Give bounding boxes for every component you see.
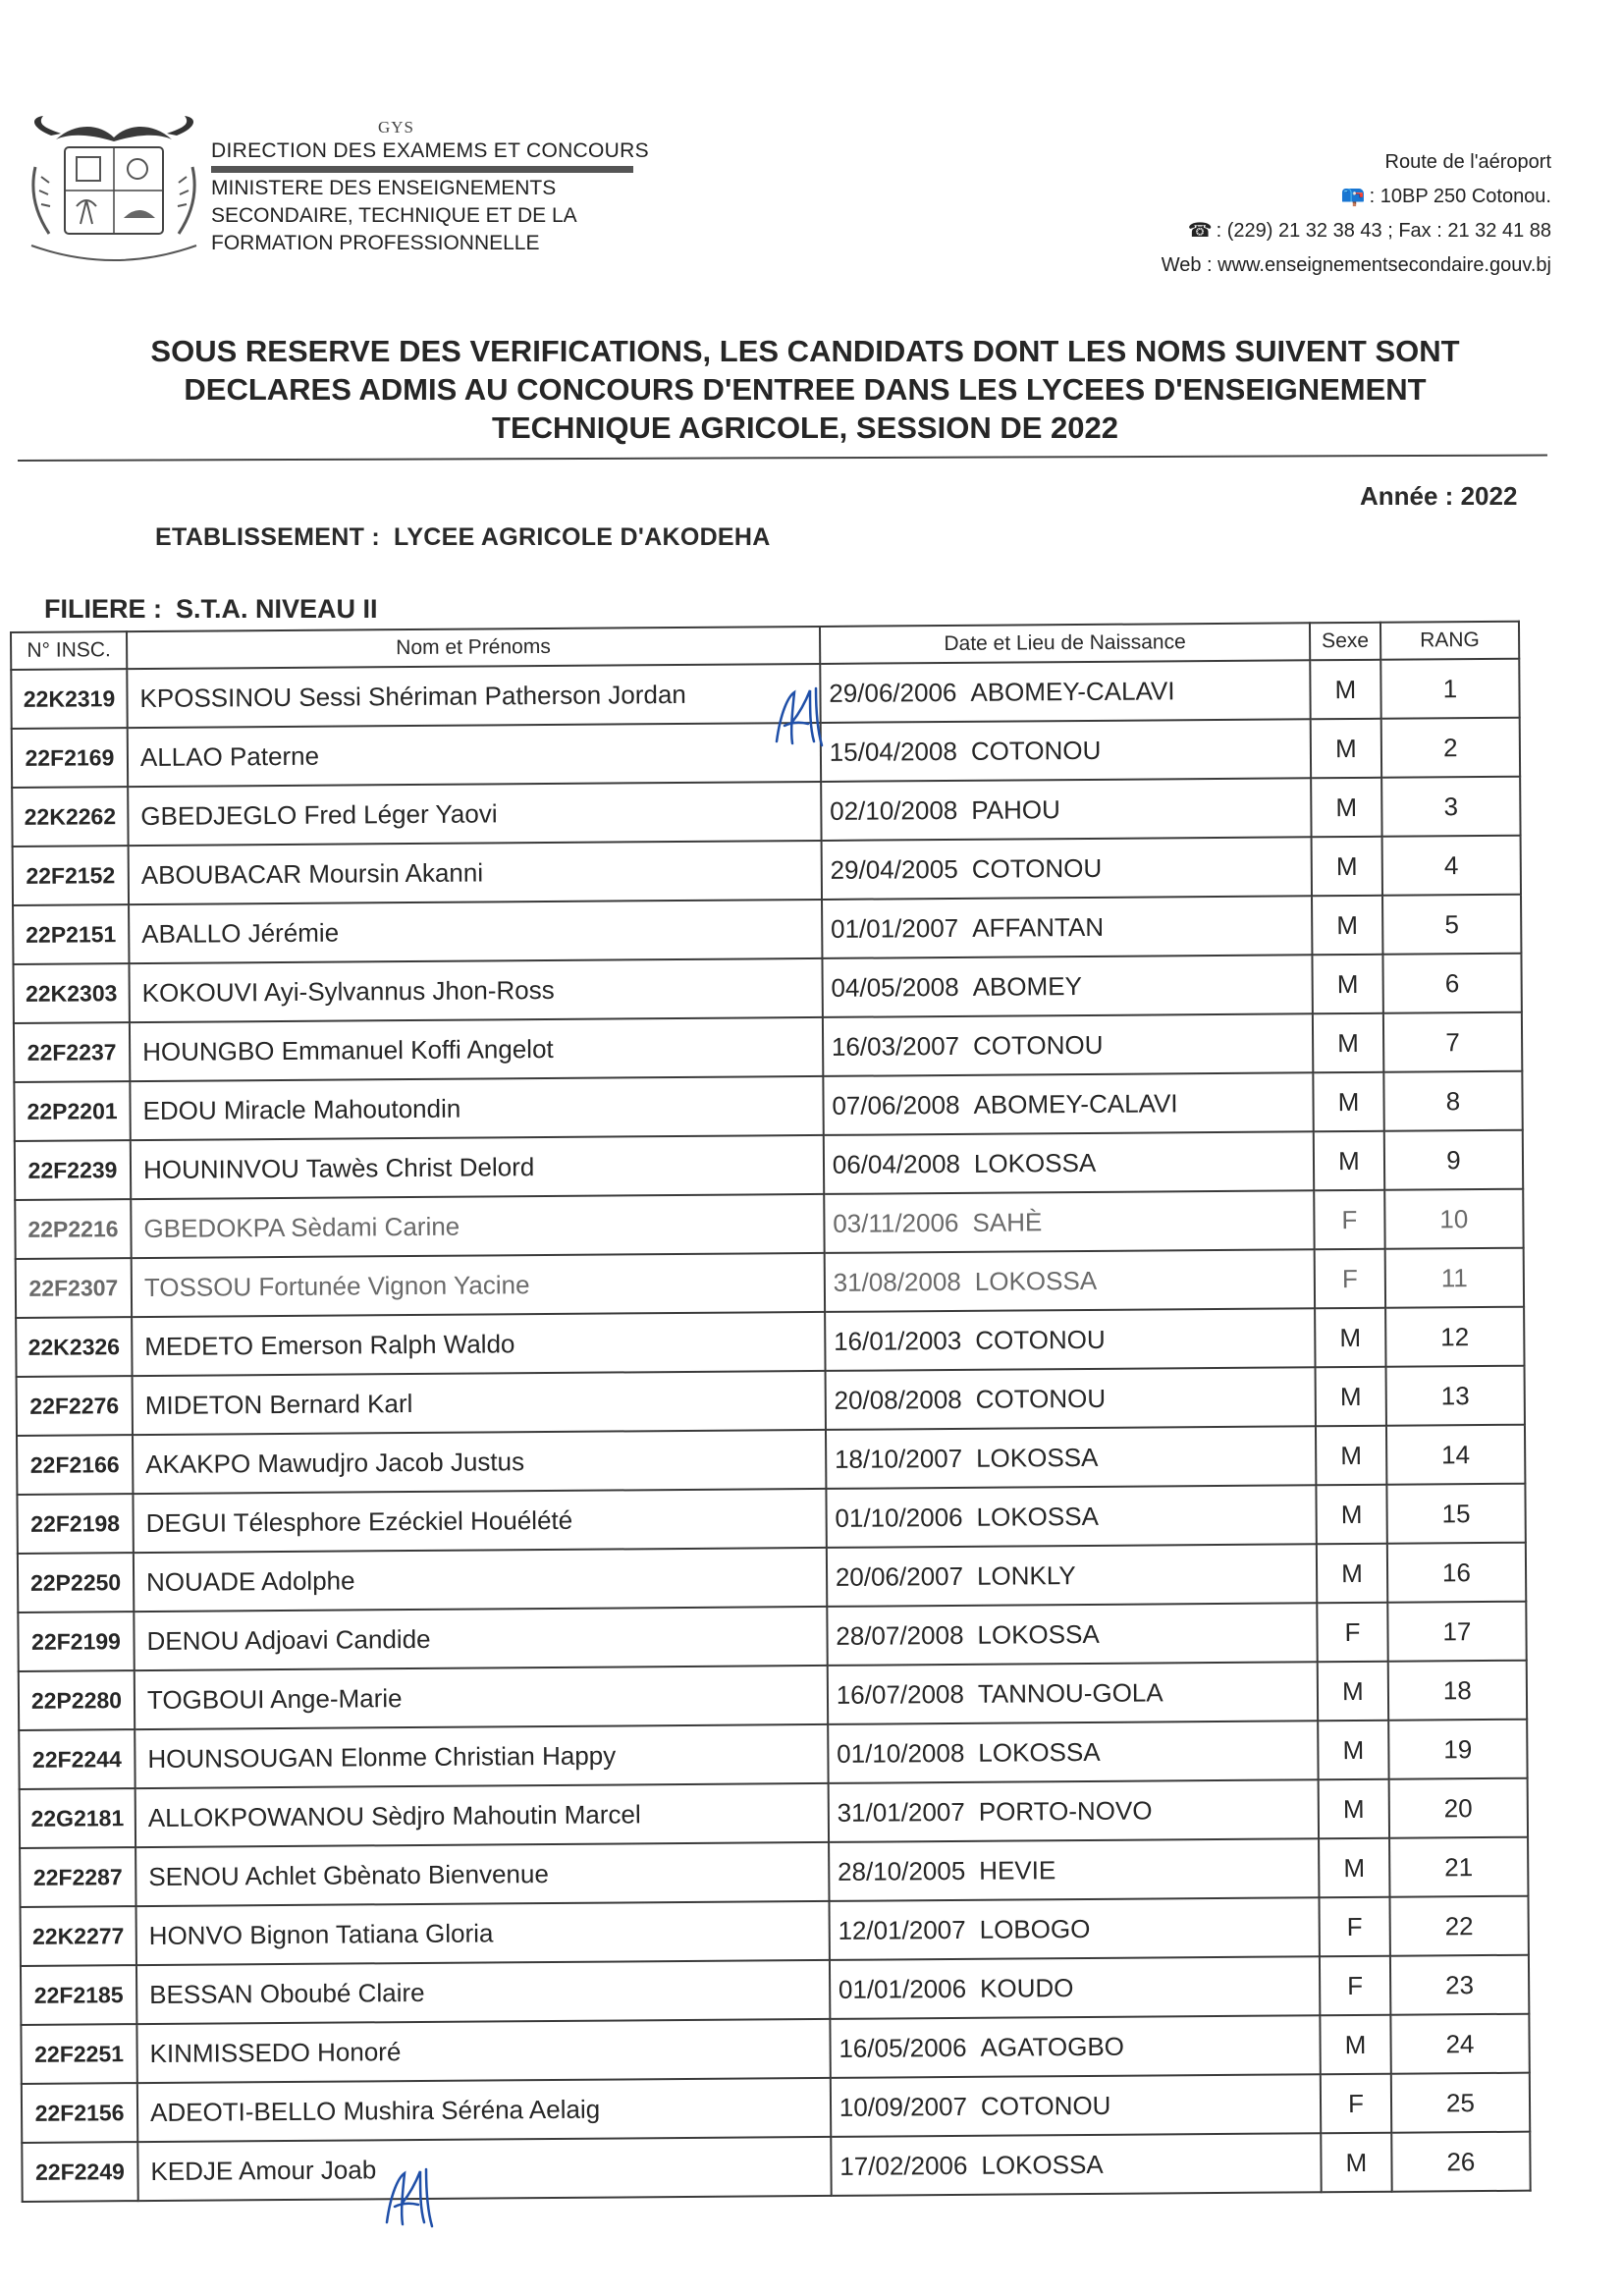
birth-place: LOKOSSA xyxy=(978,1736,1101,1768)
birth-date-place xyxy=(821,837,1312,900)
birth-date: 20/06/2007 xyxy=(835,1560,964,1592)
table-row xyxy=(22,2132,1530,2202)
results-table xyxy=(10,621,1532,2203)
header-rule xyxy=(18,455,1547,462)
coat-of-arms-seal xyxy=(22,108,206,270)
birth-date-place xyxy=(829,1897,1320,1960)
birth-date: 12/01/2007 xyxy=(838,1914,966,1945)
birth-date: 01/10/2008 xyxy=(837,1737,965,1769)
birth-date: 16/01/2003 xyxy=(834,1325,962,1356)
birth-date-place xyxy=(828,1662,1319,1724)
candidate-name: HOUNSOUGAN Elonme Christian Happy xyxy=(135,1724,828,1788)
rank-cell: 9 xyxy=(1384,1130,1524,1190)
birth-date-place xyxy=(827,1544,1318,1607)
registration-number: 22F2185 xyxy=(21,1965,136,2025)
birth-date: 28/07/2008 xyxy=(836,1619,964,1651)
stamp-initials: GYS xyxy=(378,118,415,137)
birth-date-place xyxy=(830,1956,1321,2019)
table-row xyxy=(16,1248,1524,1318)
birth-place: ABOMEY xyxy=(972,970,1082,1002)
candidate-name: BESSAN Oboubé Claire xyxy=(136,1960,830,2024)
rank-cell: 1 xyxy=(1380,659,1520,719)
registration-number: 22P2151 xyxy=(13,904,129,964)
table-row xyxy=(17,1484,1525,1554)
birth-date: 31/01/2007 xyxy=(837,1796,965,1828)
candidate-name: ALLOKPOWANOU Sèdjro Mahoutin Marcel xyxy=(135,1783,829,1847)
birth-place: KOUDO xyxy=(979,1972,1074,2003)
establishment-line xyxy=(155,523,771,552)
registration-number: 22K2326 xyxy=(16,1317,132,1377)
rank-cell: 8 xyxy=(1383,1071,1523,1131)
sex-cell: M xyxy=(1311,778,1381,838)
table-row xyxy=(19,1661,1527,1730)
sex-cell: M xyxy=(1313,1072,1383,1132)
track-line xyxy=(44,594,378,625)
registration-number: 22G2181 xyxy=(20,1788,135,1848)
col-header-sex: Sexe xyxy=(1310,623,1380,661)
birth-place: TANNOU-GOLA xyxy=(977,1676,1163,1709)
ministry-block xyxy=(211,137,673,257)
ministry-name-line-3: FORMATION PROFESSIONNELLE xyxy=(211,232,540,254)
col-header-name: Nom et Prénoms xyxy=(127,627,820,669)
announcement-line-1: SOUS RESERVE DES VERIFICATIONS, LES CANDIDATS DONT LES NOMS SUIVENT SONT xyxy=(150,334,1460,368)
candidate-name: GBEDOKPA Sèdami Carine xyxy=(131,1194,824,1258)
sex-cell: M xyxy=(1316,1367,1386,1427)
birth-date-place xyxy=(825,1308,1316,1371)
candidate-name: HOUNINVOU Tawès Christ Delord xyxy=(131,1135,824,1199)
table-row xyxy=(12,777,1520,847)
table-body xyxy=(11,659,1530,2202)
candidate-name: HONVO Bignon Tatiana Gloria xyxy=(136,1901,830,1965)
registration-number: 22F2156 xyxy=(22,2083,137,2143)
candidate-name: DENOU Adjoavi Candide xyxy=(134,1607,827,1670)
rank-cell: 5 xyxy=(1382,895,1522,955)
birth-date-place xyxy=(827,1603,1318,1666)
table-row xyxy=(16,1307,1524,1377)
registration-number: 22F2287 xyxy=(20,1847,135,1907)
registration-number: 22F2152 xyxy=(13,846,129,905)
candidate-name: KINMISSEDO Honoré xyxy=(136,2019,830,2083)
candidate-name: ABALLO Jérémie xyxy=(129,900,822,963)
announcement-title xyxy=(69,332,1542,447)
birth-date-place xyxy=(824,1249,1315,1312)
sex-cell: M xyxy=(1318,1721,1388,1780)
birth-place: PAHOU xyxy=(971,793,1060,825)
table-row xyxy=(20,1837,1528,1907)
registration-number: 22F2276 xyxy=(17,1376,133,1436)
birth-place: ABOMEY-CALAVI xyxy=(970,675,1175,707)
birth-date: 16/05/2006 xyxy=(839,2032,967,2063)
registration-number: 22F2199 xyxy=(18,1612,134,1671)
candidate-name: TOGBOUI Ange-Marie xyxy=(135,1666,828,1729)
birth-date: 16/03/2007 xyxy=(831,1030,960,1062)
birth-place: LOKOSSA xyxy=(976,1442,1099,1473)
rank-cell: 24 xyxy=(1390,2014,1530,2074)
website: Web : www.enseignementsecondaire.gouv.bj xyxy=(1161,254,1551,276)
birth-place: HEVIE xyxy=(979,1854,1056,1886)
birth-date: 20/08/2008 xyxy=(834,1384,962,1415)
col-header-birth: Date et Lieu de Naissance xyxy=(820,623,1311,664)
col-header-registration: N° INSC. xyxy=(11,631,127,670)
track-value: S.T.A. NIVEAU II xyxy=(176,594,378,624)
birth-date-place xyxy=(831,2074,1322,2137)
birth-date-place xyxy=(821,778,1312,841)
registration-number: 22P2201 xyxy=(14,1081,130,1141)
table-row xyxy=(21,1896,1529,1966)
sex-cell: M xyxy=(1313,1013,1383,1073)
birth-date-place xyxy=(821,719,1312,782)
sex-cell: M xyxy=(1317,1544,1387,1604)
candidate-name: GBEDJEGLO Fred Léger Yaovi xyxy=(128,782,821,846)
birth-place: COTONOU xyxy=(972,1029,1104,1061)
table-row xyxy=(19,1720,1527,1789)
birth-date: 16/07/2008 xyxy=(836,1678,965,1710)
ministry-name-line-2: SECONDAIRE, TECHNIQUE ET DE LA xyxy=(211,204,577,227)
candidate-name: MEDETO Emerson Ralph Waldo xyxy=(132,1312,825,1376)
candidate-name: NOUADE Adolphe xyxy=(134,1548,827,1612)
birth-date-place xyxy=(828,1779,1319,1842)
birth-date: 06/04/2008 xyxy=(832,1148,961,1179)
sex-cell: M xyxy=(1315,1308,1385,1368)
table-row xyxy=(17,1425,1525,1495)
birth-place: LOKOSSA xyxy=(974,1265,1098,1296)
sex-cell: M xyxy=(1319,1838,1389,1898)
rank-cell: 26 xyxy=(1391,2132,1531,2192)
ministry-divider xyxy=(211,166,633,173)
sex-cell: F xyxy=(1317,1603,1387,1663)
registration-number: 22F2249 xyxy=(22,2142,137,2202)
registration-number: 22F2198 xyxy=(17,1494,133,1554)
rank-cell: 20 xyxy=(1388,1778,1528,1838)
birth-date: 18/10/2007 xyxy=(834,1443,963,1474)
birth-place: LOKOSSA xyxy=(981,2149,1104,2180)
birth-date: 10/09/2007 xyxy=(839,2091,968,2122)
rank-cell: 14 xyxy=(1386,1425,1526,1485)
establishment-value: LYCEE AGRICOLE D'AKODEHA xyxy=(394,523,771,551)
birth-place: SAHÈ xyxy=(972,1206,1043,1237)
table-row xyxy=(18,1602,1526,1671)
birth-place: AFFANTAN xyxy=(972,911,1105,943)
table-row xyxy=(15,1130,1523,1200)
phone-fax: : (229) 21 32 38 43 ; Fax : 21 32 41 88 xyxy=(1216,220,1551,242)
birth-date-place xyxy=(829,1838,1320,1901)
rank-cell: 16 xyxy=(1387,1543,1527,1603)
sex-cell: F xyxy=(1320,1897,1390,1957)
candidate-name: ABOUBACAR Moursin Akanni xyxy=(129,841,822,904)
candidate-name: KEDJE Amour Joab xyxy=(137,2137,831,2201)
registration-number: 22F2166 xyxy=(17,1435,133,1495)
rank-cell: 2 xyxy=(1380,718,1520,778)
rank-cell: 17 xyxy=(1387,1602,1527,1662)
birth-place: LONKLY xyxy=(976,1559,1076,1591)
col-header-rank: RANG xyxy=(1380,622,1519,660)
birth-place: ABOMEY-CALAVI xyxy=(973,1087,1178,1120)
sex-cell: M xyxy=(1321,2133,1391,2193)
registration-number: 22F2244 xyxy=(19,1729,135,1789)
birth-date-place xyxy=(831,2133,1322,2196)
birth-date-place xyxy=(826,1485,1317,1548)
table-row xyxy=(22,2073,1530,2143)
rank-cell: 15 xyxy=(1386,1484,1526,1544)
rank-cell: 25 xyxy=(1391,2073,1531,2133)
birth-date: 02/10/2008 xyxy=(830,794,958,826)
candidate-name: TOSSOU Fortunée Vignon Yacine xyxy=(132,1253,825,1317)
birth-date-place xyxy=(826,1426,1317,1489)
table-row xyxy=(18,1543,1526,1613)
registration-number: 22K2262 xyxy=(12,787,128,847)
table-row xyxy=(20,1778,1528,1848)
registration-number: 22P2216 xyxy=(15,1199,131,1259)
birth-date: 17/02/2006 xyxy=(839,2150,968,2181)
birth-date: 15/04/2008 xyxy=(829,736,957,767)
birth-place: AGATOGBO xyxy=(980,2031,1125,2062)
birth-place: COTONOU xyxy=(970,735,1102,766)
direction-name: DIRECTION DES EXAMEMS ET CONCOURS xyxy=(211,139,649,162)
rank-cell: 21 xyxy=(1389,1837,1529,1897)
handwritten-initials-mark xyxy=(381,2163,440,2232)
rank-cell: 12 xyxy=(1385,1307,1525,1367)
rank-cell: 4 xyxy=(1381,836,1521,896)
sex-cell: F xyxy=(1314,1190,1384,1250)
sex-cell: M xyxy=(1321,2015,1391,2075)
table-row xyxy=(13,954,1521,1023)
birth-place: PORTO-NOVO xyxy=(978,1795,1153,1827)
birth-date: 28/10/2005 xyxy=(837,1855,966,1886)
registration-number: 22P2250 xyxy=(18,1553,134,1613)
birth-date-place xyxy=(825,1367,1316,1430)
birth-date: 29/04/2005 xyxy=(830,853,958,885)
address: Route de l'aéroport xyxy=(1384,151,1551,173)
birth-date: 31/08/2008 xyxy=(833,1266,961,1297)
mailbox-icon: 📪 xyxy=(1340,186,1366,207)
registration-number: 22F2307 xyxy=(16,1258,132,1318)
contact-block xyxy=(1162,145,1551,283)
birth-place: COTONOU xyxy=(975,1383,1107,1414)
sex-cell: M xyxy=(1311,719,1381,779)
sex-cell: M xyxy=(1312,837,1382,897)
birth-date: 29/06/2006 xyxy=(829,677,957,708)
sex-cell: M xyxy=(1310,660,1380,720)
table-row xyxy=(21,2014,1529,2084)
candidate-name: ADEOTI-BELLO Mushira Séréna Aelaig xyxy=(137,2078,831,2142)
birth-date: 04/05/2008 xyxy=(831,971,959,1003)
year-label: Année : 2022 xyxy=(1360,481,1518,511)
table-row xyxy=(15,1189,1523,1259)
ministry-name: MINISTERE DES ENSEIGNEMENTS xyxy=(211,177,557,199)
rank-cell: 3 xyxy=(1381,777,1521,837)
rank-cell: 6 xyxy=(1382,954,1522,1013)
birth-place: LOKOSSA xyxy=(976,1501,1099,1532)
sex-cell: M xyxy=(1316,1426,1386,1486)
candidate-name: KPOSSINOU Sessi Shériman Patherson Jordan xyxy=(127,664,820,728)
registration-number: 22K2303 xyxy=(13,963,129,1023)
announcement-line-2: DECLARES ADMIS AU CONCOURS D'ENTREE DANS LES LYCEES D'ENSEIGNEMENT xyxy=(184,372,1427,407)
candidate-name: SENOU Achlet Gbènato Bienvenue xyxy=(135,1842,829,1906)
candidate-name: DEGUI Télesphore Ezéckiel Houélété xyxy=(133,1489,826,1553)
rank-cell: 23 xyxy=(1390,1955,1530,2015)
candidate-name: KOKOUVI Ayi-Sylvannus Jhon-Ross xyxy=(129,958,822,1022)
candidate-name: HOUNGBO Emmanuel Koffi Angelot xyxy=(130,1017,823,1081)
establishment-label: ETABLISSEMENT : xyxy=(155,523,381,551)
candidate-name: MIDETON Bernard Karl xyxy=(133,1371,826,1435)
table-row xyxy=(14,1012,1522,1082)
sex-cell: M xyxy=(1317,1485,1387,1545)
sex-cell: M xyxy=(1312,896,1382,956)
birth-date-place xyxy=(822,896,1313,958)
rank-cell: 13 xyxy=(1385,1366,1525,1426)
table-row xyxy=(14,1071,1522,1141)
rank-cell: 11 xyxy=(1384,1248,1524,1308)
registration-number: 22F2251 xyxy=(21,2024,136,2084)
registration-number: 22K2319 xyxy=(11,669,127,729)
birth-date-place xyxy=(828,1721,1319,1783)
birth-place: COTONOU xyxy=(980,2090,1111,2121)
sex-cell: F xyxy=(1320,1956,1390,2016)
table-row xyxy=(13,895,1521,964)
announcement-line-3: TECHNIQUE AGRICOLE, SESSION DE 2022 xyxy=(492,410,1118,445)
registration-number: 22K2277 xyxy=(21,1906,136,1966)
track-label: FILIERE : xyxy=(44,594,162,624)
birth-date-place xyxy=(820,660,1311,723)
registration-number: 22F2237 xyxy=(14,1022,130,1082)
table-row xyxy=(17,1366,1525,1436)
table-row xyxy=(11,659,1519,729)
birth-place: COTONOU xyxy=(971,852,1103,884)
rank-cell: 7 xyxy=(1383,1012,1523,1072)
birth-date: 01/01/2006 xyxy=(838,1973,967,2004)
birth-date: 03/11/2006 xyxy=(833,1207,959,1238)
table-row xyxy=(12,718,1520,788)
rank-cell: 22 xyxy=(1389,1896,1529,1956)
birth-date: 07/06/2008 xyxy=(832,1089,960,1121)
sex-cell: M xyxy=(1314,1131,1384,1191)
table-row xyxy=(21,1955,1529,2025)
table-row xyxy=(13,836,1521,905)
birth-place: LOKOSSA xyxy=(977,1618,1100,1650)
birth-date-place xyxy=(822,955,1313,1017)
birth-date-place xyxy=(830,2015,1321,2078)
sex-cell: M xyxy=(1313,955,1383,1014)
birth-date-place xyxy=(824,1190,1315,1253)
sex-cell: M xyxy=(1319,1779,1389,1839)
po-box: : 10BP 250 Cotonou. xyxy=(1369,186,1551,207)
phone-icon: ☎ xyxy=(1187,220,1213,242)
rank-cell: 18 xyxy=(1388,1661,1528,1721)
birth-date-place xyxy=(823,1072,1314,1135)
rank-cell: 10 xyxy=(1384,1189,1524,1249)
rank-cell: 19 xyxy=(1388,1720,1528,1779)
birth-date: 01/10/2006 xyxy=(835,1502,963,1533)
birth-place: COTONOU xyxy=(975,1324,1106,1355)
sex-cell: F xyxy=(1315,1249,1385,1309)
registration-number: 22P2280 xyxy=(19,1670,135,1730)
sex-cell: F xyxy=(1321,2074,1391,2134)
sex-cell: M xyxy=(1318,1662,1388,1722)
birth-date: 01/01/2007 xyxy=(830,912,959,944)
birth-place: LOBOGO xyxy=(979,1913,1091,1944)
candidate-name: AKAKPO Mawudjro Jacob Justus xyxy=(133,1430,826,1494)
handwritten-initials-mark xyxy=(771,683,830,751)
birth-place: LOKOSSA xyxy=(973,1147,1097,1178)
registration-number: 22F2239 xyxy=(15,1140,131,1200)
registration-number: 22F2169 xyxy=(12,728,128,788)
candidate-name: EDOU Miracle Mahoutondin xyxy=(130,1076,823,1140)
birth-date-place xyxy=(824,1131,1315,1194)
birth-date-place xyxy=(823,1013,1314,1076)
candidate-name: ALLAO Paterne xyxy=(128,723,821,787)
